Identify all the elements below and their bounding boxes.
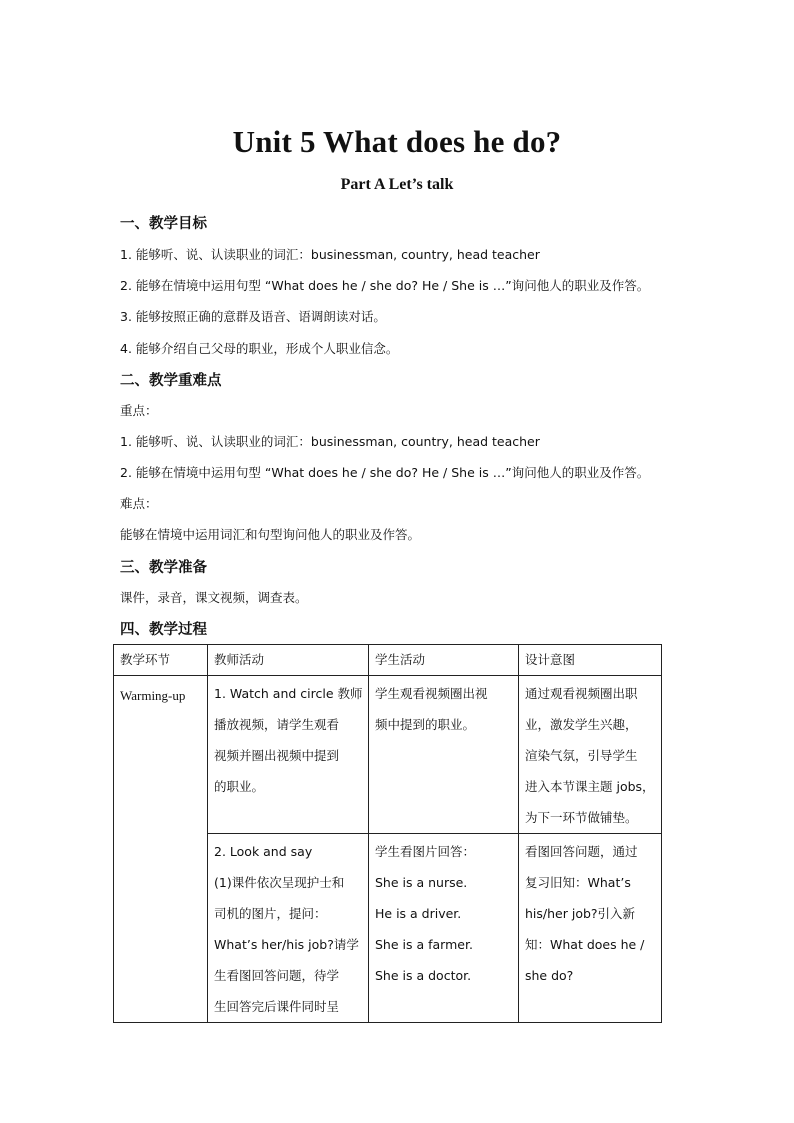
cell-line: 业，激发学生兴趣， bbox=[525, 717, 638, 732]
cell-line: 司机的图片，提问： bbox=[214, 906, 327, 921]
cell-line: 为下一环节做铺垫。 bbox=[525, 810, 638, 825]
cell-line: She is a doctor. bbox=[375, 968, 472, 983]
teaching-process-table bbox=[113, 644, 662, 1023]
difficult-text: 能够在情境中运用词汇和句型询问他人的职业及作答。 bbox=[120, 527, 421, 542]
key-item: 1. 能够听、说、认读职业的词汇：businessman, country, head teacher bbox=[120, 434, 540, 449]
cell-line: 看图回答问题，通过 bbox=[525, 844, 638, 859]
cell-line: She is a farmer. bbox=[375, 937, 473, 952]
objective-item: 4. 能够介绍自己父母的职业，形成个人职业信念。 bbox=[120, 341, 399, 356]
section-heading-preparation: 三、教学准备 bbox=[120, 560, 207, 576]
column-header: 学生活动 bbox=[369, 645, 519, 676]
cell-line: 频中提到的职业。 bbox=[375, 717, 476, 732]
cell-line: What’s her/his job?请学 bbox=[214, 937, 359, 952]
key-label: 重点： bbox=[120, 403, 158, 418]
document-subtitle: Part A Let’s talk bbox=[340, 176, 454, 193]
preparation-text: 课件，录音，课文视频，调查表。 bbox=[120, 590, 308, 605]
section-heading-key-points: 二、教学重难点 bbox=[120, 373, 222, 389]
section-heading-process: 四、教学过程 bbox=[120, 622, 207, 638]
teacher-activity-cell bbox=[208, 676, 369, 834]
objective-item: 3. 能够按照正确的意群及语音、语调朗读对话。 bbox=[120, 309, 386, 324]
student-activity-cell bbox=[369, 676, 519, 834]
section-heading-objectives: 一、教学目标 bbox=[120, 216, 207, 232]
difficult-label: 难点： bbox=[120, 496, 158, 511]
cell-line: 播放视频，请学生观看 bbox=[214, 717, 340, 732]
cell-line: 学生看图片回答： bbox=[375, 844, 476, 859]
column-header: 设计意图 bbox=[519, 645, 662, 676]
design-intent-cell bbox=[519, 676, 662, 834]
cell-line: 学生观看视频圈出视 bbox=[375, 686, 488, 701]
cell-line: 视频并圈出视频中提到 bbox=[214, 748, 340, 763]
key-item: 2. 能够在情境中运用句型 “What does he / she do? He / She is …”询问他人的职业及作答。 bbox=[120, 465, 650, 480]
design-intent-cell bbox=[519, 834, 662, 1023]
stage-cell bbox=[114, 676, 208, 1023]
objective-item: 2. 能够在情境中运用句型 “What does he / she do? He / She is …”询问他人的职业及作答。 bbox=[120, 278, 650, 293]
teacher-activity-cell bbox=[208, 834, 369, 1023]
cell-line: 复习旧知：What’s bbox=[525, 875, 631, 890]
table-row bbox=[114, 676, 662, 834]
column-header: 教学环节 bbox=[114, 645, 208, 676]
cell-line: his/her job?引入新 bbox=[525, 906, 636, 921]
student-activity-cell bbox=[369, 834, 519, 1023]
cell-line: 1. Watch and circle 教师 bbox=[214, 686, 363, 701]
cell-line: 生看图回答问题，待学 bbox=[214, 968, 340, 983]
stage-label: Warming-up bbox=[120, 688, 186, 703]
cell-line: 进入本节课主题 jobs， bbox=[525, 779, 655, 794]
cell-line: she do? bbox=[525, 968, 574, 983]
cell-line: 的职业。 bbox=[214, 779, 265, 794]
cell-line: She is a nurse. bbox=[375, 875, 468, 890]
column-header: 教师活动 bbox=[208, 645, 369, 676]
cell-line: (1)课件依次呈现护士和 bbox=[214, 875, 345, 890]
cell-line: 知：What does he / bbox=[525, 937, 645, 952]
objective-item: 1. 能够听、说、认读职业的词汇：businessman, country, head teacher bbox=[120, 247, 540, 262]
table-header-row bbox=[114, 645, 662, 676]
document-title: Unit 5 What does he do? bbox=[232, 124, 562, 159]
cell-line: 2. Look and say bbox=[214, 844, 313, 859]
cell-line: 渲染气氛，引导学生 bbox=[525, 748, 638, 763]
cell-line: 通过观看视频圈出职 bbox=[525, 686, 638, 701]
cell-line: He is a driver. bbox=[375, 906, 462, 921]
cell-line: 生回答完后课件同时呈 bbox=[214, 999, 340, 1014]
